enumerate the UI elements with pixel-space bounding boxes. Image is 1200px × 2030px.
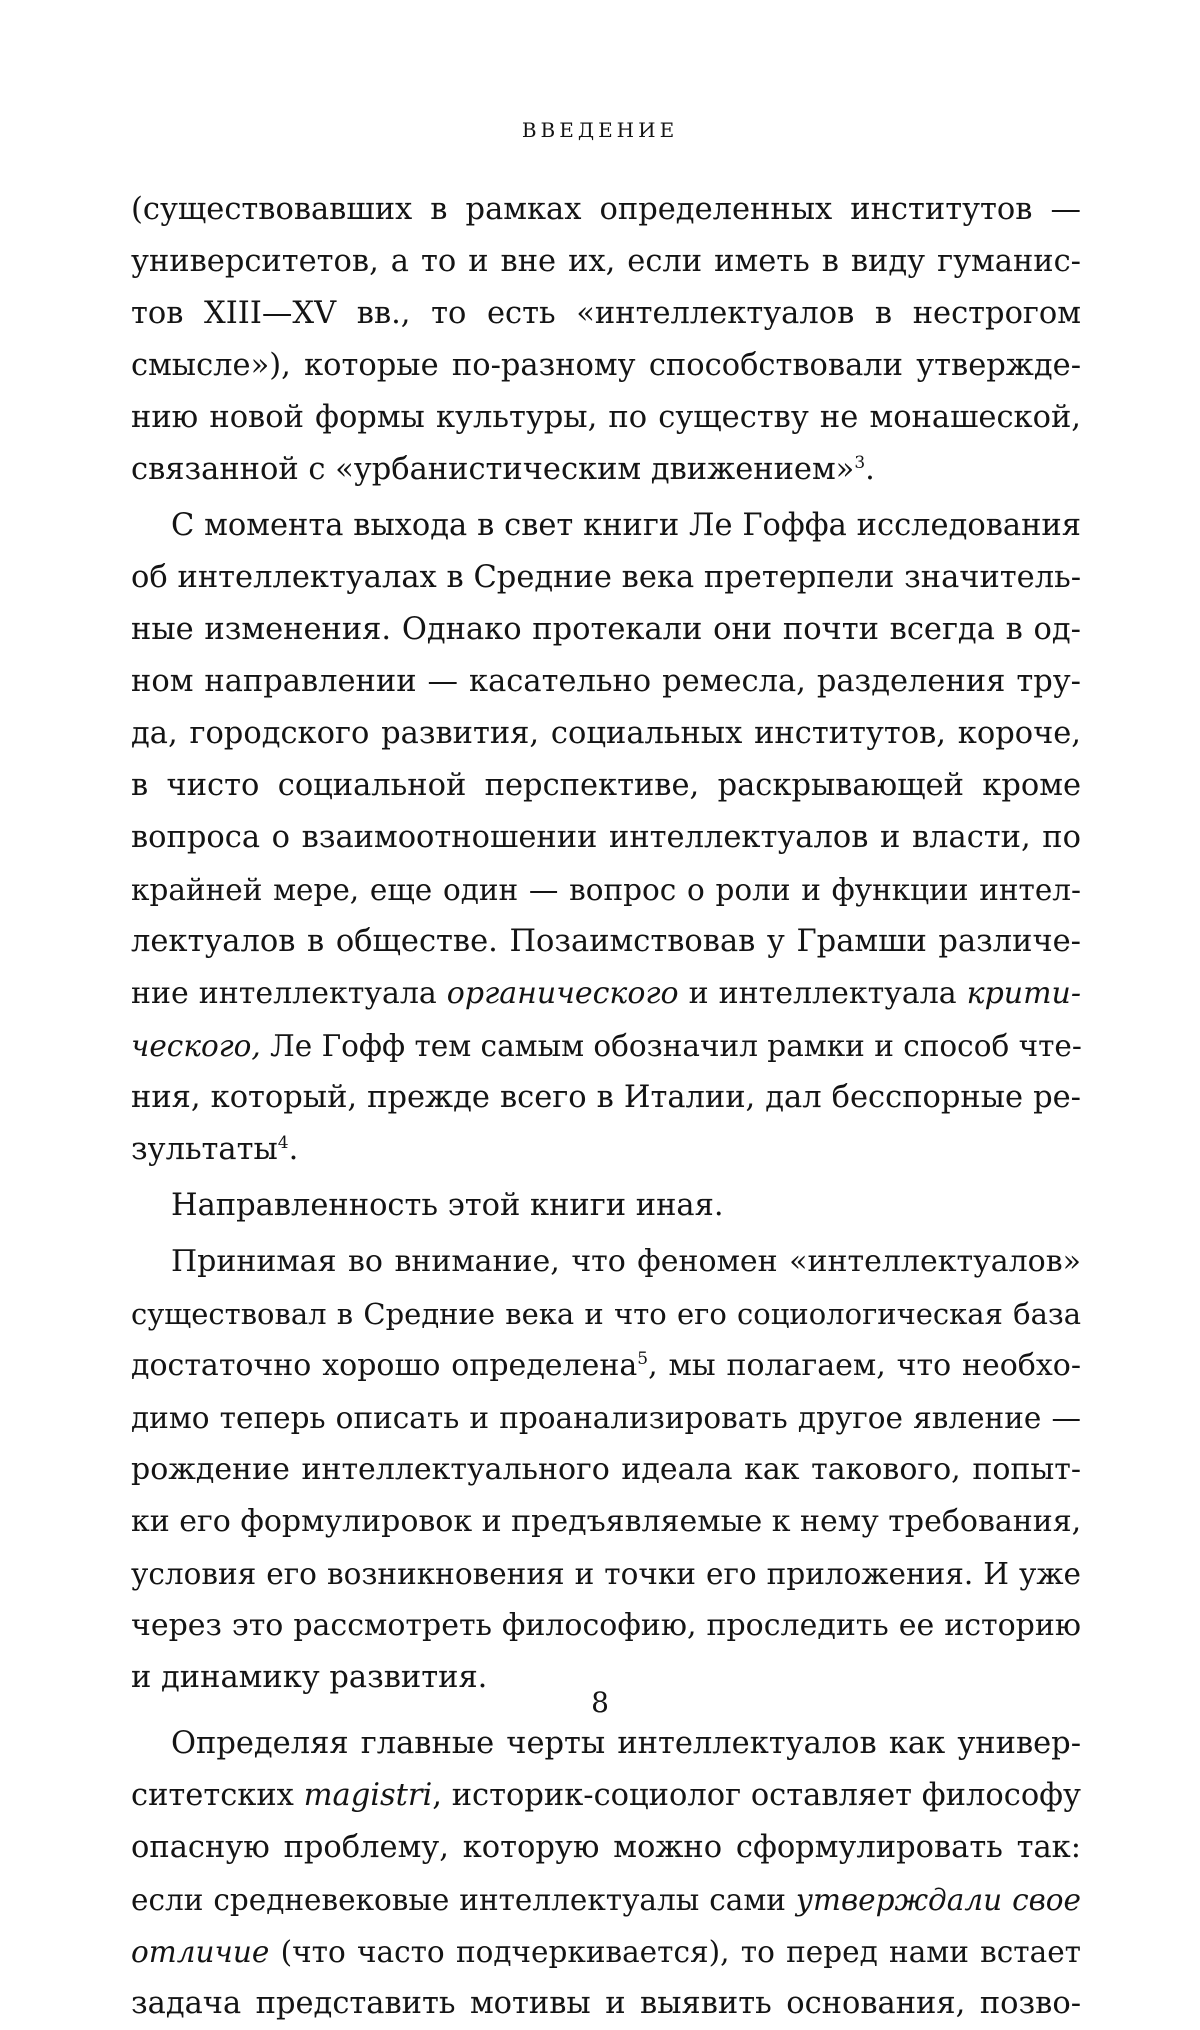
footnote-ref: 5 <box>637 1349 649 1369</box>
text-line: ческого, Ле Гофф тем самым обозначил рамки и способ чте- <box>131 1029 1082 1063</box>
text-line: отличие (что часто подчеркивается), то перед нами встает <box>131 1935 1081 1969</box>
text-line: университетов, а то и вне их, если иметь в виду гуманис- <box>131 244 1081 279</box>
text-line: нию новой формы культуры, по существу не монашеской, <box>131 400 1081 435</box>
text-line: крайней мере, еще один — вопрос о роли и функции интел- <box>131 873 1081 907</box>
page-number: 8 <box>591 1686 609 1719</box>
text-line: ния, который, прежде всего в Италии, дал бесспорные ре- <box>131 1080 1081 1115</box>
footnote-ref: 4 <box>277 1132 289 1153</box>
text-line: лектуалов в обществе. Позаимствовав у Грамши различе- <box>131 924 1081 959</box>
text-line: зультаты$^4$. <box>131 1132 299 1167</box>
body-text <box>131 184 1081 2030</box>
text-line: и динамику развития. <box>131 1660 488 1695</box>
text-line: об интеллектуалах в Средние века претерпели значитель- <box>131 560 1081 595</box>
text-line: ном направлении — касательно ремесла, разделения тру- <box>131 664 1081 699</box>
text-line: да, городского развития, социальных институтов, короче, <box>131 716 1081 751</box>
text-line: Определяя главные черты интеллектуалов как универ- <box>171 1726 1081 1761</box>
text-line: рождение интеллектуального идеала как такового, попыт- <box>131 1452 1081 1487</box>
text-line: через это рассмотреть философию, проследить ее историю <box>131 1608 1081 1643</box>
text-line: С момента выхода в свет книги Ле Гоффа исследования <box>171 508 1081 543</box>
text-line: задача представить мотивы и выявить основания, позво- <box>131 1986 1081 2021</box>
text-line: Направленность этой книги иная. <box>171 1188 724 1223</box>
text-line: ситетских magistri, историк-социолог оставляет философу <box>131 1778 1081 1813</box>
text-line: достаточно хорошо определена$^5$, мы полагаем, что необхо- <box>131 1348 1081 1383</box>
text-line: связанной с «урбанистическим движением»$^3$. <box>131 452 875 487</box>
text-line: вопроса о взаимоотношении интеллектуалов и власти, по <box>131 820 1081 855</box>
text-line: ные изменения. Однако протекали они почти всегда в од- <box>131 612 1081 647</box>
text-line: условия его возникновения и точки его приложения. И уже <box>131 1557 1081 1591</box>
text-line: Принимая во внимание, что феномен «интеллектуалов» <box>171 1244 1081 1279</box>
text-line: смысле»), которые по-разному способствовали утвержде- <box>131 348 1081 383</box>
text-line: существовал в Средние века и что его социологическая база <box>131 1297 1081 1331</box>
text-line: ние интеллектуала органического и интеллектуала крити- <box>131 976 1082 1011</box>
text-line: в чисто социальной перспективе, раскрывающей кроме <box>131 768 1081 803</box>
footnote-ref: 3 <box>854 452 866 473</box>
text-line: ки его формулировок и предъявляемые к нему требования, <box>131 1504 1082 1539</box>
text-line: тов XIII—XV вв., то есть «интеллектуалов в нестрогом <box>131 296 1081 331</box>
text-line: если средневековые интеллектуалы сами утверждали свое <box>131 1883 1081 1917</box>
text-line: опасную проблему, которую можно сформулировать так: <box>131 1830 1081 1865</box>
text-line: димо теперь описать и проанализировать другое явление — <box>131 1401 1081 1435</box>
running-head: ВВЕДЕНИЕ <box>521 118 679 142</box>
text-line: (существовавших в рамках определенных институтов — <box>131 192 1081 227</box>
